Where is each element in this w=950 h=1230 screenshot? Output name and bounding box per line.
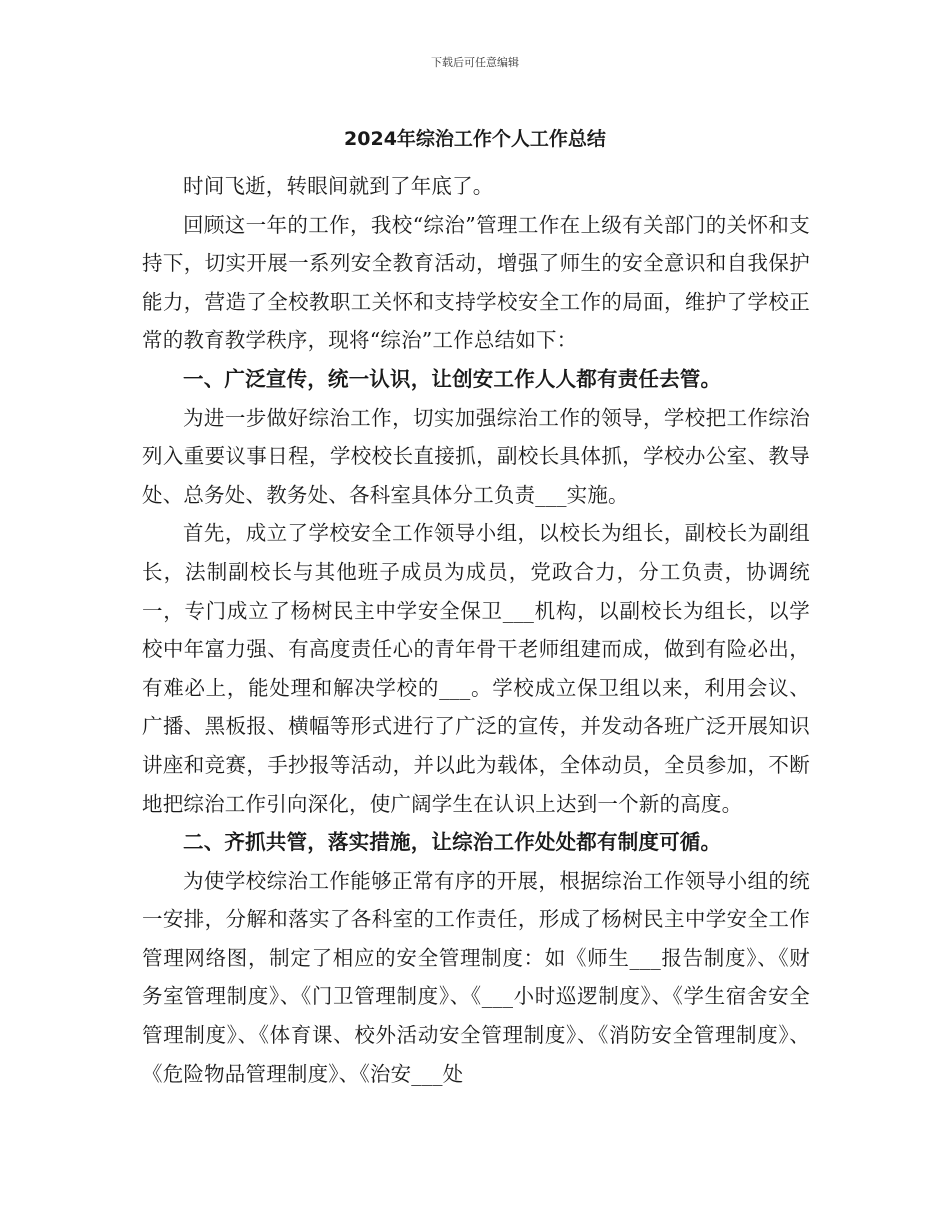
document-title: 2024年综治工作个人工作总结 (344, 128, 606, 150)
document-body (142, 167, 810, 1093)
paragraph-systems: 为使学校综治工作能够正常有序的开展，根据综治工作领导小组的统一安排，分解和落实了各科室的工作责任，形成了杨树民主中学安全工作管理网络图，制定了相应的安全管理制度：如《师生___报告制度》、《财务室管理制度》、《门卫管理制度》、《___小时巡逻制度》、《学生宿舍安全管理制度》、《体育课、校外活动安全管理制度》、《消防安全管理制度》、《危险物品管理制度》、《治安___处 (142, 868, 810, 1086)
paragraph-review: 回顾这一年的工作，我校“综治”管理工作在上级有关部门的关怀和支持下，切实开展一系列安全教育活动，增强了师生的安全意识和自我保护能力，营造了全校教职工关怀和支持学校安全工作的局面，维护了学校正常的教育教学秩序，现将“综治”工作总结如下： (142, 212, 810, 353)
section-heading-1: 一、广泛宣传，统一认识，让创安工作人人都有责任去管。 (183, 366, 722, 391)
paragraph-leadership: 为进一步做好综治工作，切实加强综治工作的领导，学校把工作综治列入重要议事日程，学校校长直接抓，副校长具体抓，学校办公室、教导处、总务处、教务处、各科室具体分工负责___实施。 (142, 405, 810, 507)
section-heading-2: 二、齐抓共管，落实措施，让综治工作处处都有制度可循。 (183, 830, 722, 855)
paragraph-first: 首先，成立了学校安全工作领导小组，以校长为组长，副校长为副组长，法制副校长与其他班子成员为成员，党政合力，分工负责，协调统一，专门成立了杨树民主中学安全保卫___机构，以副校长为组长，以学校中年富力强、有高度责任心的青年骨干老师组建而成，做到有险必出，有难必上，能处理和解决学校的___。学校成立保卫组以来，利用会议、广播、黑板报、横幅等形式进行了广泛的宣传，并发动各班广泛开展知识讲座和竞赛，手抄报等活动，并以此为载体，全体动员，全员参加，不断地把综治工作引向深化，使广阔学生在认识上达到一个新的高度。 (142, 521, 810, 816)
paragraph-intro: 时间飞逝，转眼间就到了年底了。 (183, 174, 494, 198)
page-header-note: 下载后可任意编辑 (431, 56, 519, 69)
